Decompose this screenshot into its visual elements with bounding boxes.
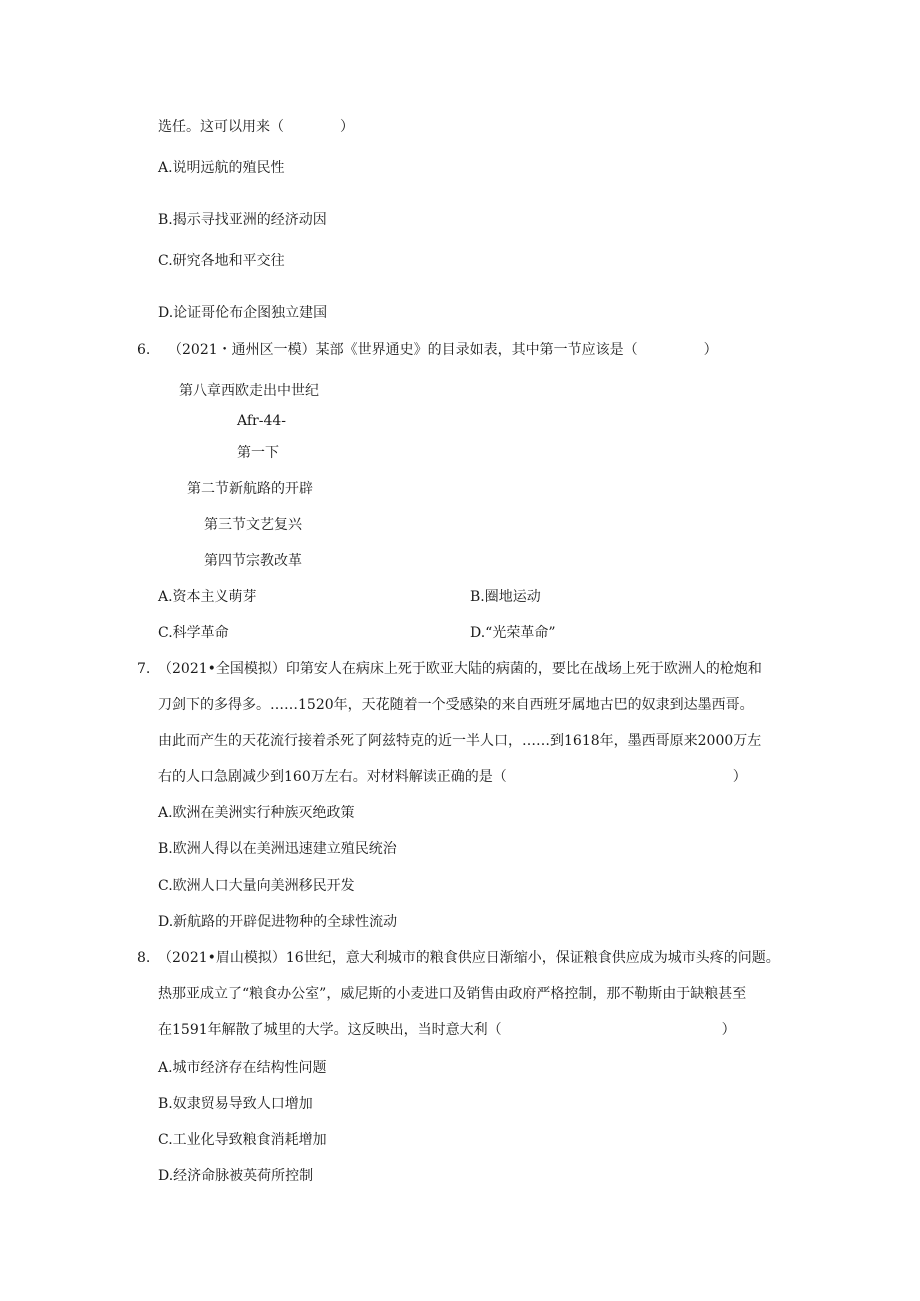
q6-stem-close: ） (703, 342, 718, 358)
q7-number: 7. (137, 661, 151, 677)
q6-option-a: A.资本主义萌芽 (158, 589, 257, 605)
q8-stem-close: ） (721, 1022, 736, 1038)
q7-stem-line-2: 刀剑下的多得多。……1520年，天花随着一个受感染的来自西班牙属地古巴的奴隶到达墨西哥。 (158, 697, 754, 713)
q8-stem-line-3-text: 在1591年解散了城里的大学。这反映出，当时意大利（ (158, 1022, 502, 1038)
q7-stem-line-4 (158, 767, 747, 787)
q5-stem-text: 选任。这可以用来（ (158, 119, 284, 135)
q6-toc-section-2: 第二节新航路的开辟 (187, 481, 313, 497)
q5-stem-close: ） (340, 119, 354, 135)
q6-toc-section-4: 第四节宗教改革 (204, 553, 302, 569)
q7-stem-close: ） (732, 769, 747, 785)
q6-toc-section-3: 第三节文艺复兴 (204, 517, 302, 533)
q5-option-c: C.研究各地和平交往 (158, 253, 285, 269)
q6-toc-chapter: 第八章西欧走出中世纪 (179, 383, 319, 399)
q5-stem (158, 117, 354, 137)
q6-stem (168, 340, 718, 360)
q7-option-c: C.欧洲人口大量向美洲移民开发 (158, 878, 355, 894)
q8-option-c: C.工业化导致粮食消耗增加 (158, 1132, 327, 1148)
q6-option-d: D.“光荣革命” (470, 625, 556, 641)
q7-option-b: B.欧洲人得以在美洲迅速建立殖民统治 (158, 841, 397, 857)
q7-option-d: D.新航路的开辟促进物种的全球性流动 (158, 914, 398, 930)
q5-option-d: D.论证哥伦布企图独立建国 (158, 305, 328, 321)
q6-stem-text: （2021・通州区一模）某部《世界通史》的目录如表，其中第一节应该是（ (168, 342, 638, 358)
q7-stem-line-3: 由此而产生的天花流行接着杀死了阿兹特克的近一半人口，……到1618年，墨西哥原来2000万左 (158, 733, 762, 749)
q8-number: 8. (137, 950, 151, 966)
q5-option-a: A.说明远航的殖民性 (158, 160, 285, 176)
q6-option-b: B.圈地运动 (470, 589, 541, 605)
q8-option-d: D.经济命脉被英荷所控制 (158, 1168, 314, 1184)
q6-toc-section-1: 第一下 (237, 445, 279, 461)
q6-toc-fragment: Afr-44- (237, 413, 287, 429)
q6-option-c: C.科学革命 (158, 625, 229, 641)
q7-stem-line-1: （2021•全国模拟）印第安人在病床上死于欧亚大陆的病菌的，要比在战场上死于欧洲人的枪炮和 (158, 661, 762, 677)
q7-stem-line-4-text: 右的人口急剧减少到160万左右。对材料解读正确的是（ (158, 769, 507, 785)
q8-stem-line-3 (158, 1020, 736, 1040)
q6-number: 6. (137, 342, 151, 358)
q7-option-a: A.欧洲在美洲实行种族灭绝政策 (158, 805, 355, 821)
q8-option-b: B.奴隶贸易导致人口增加 (158, 1096, 313, 1112)
q8-option-a: A.城市经济存在结构性问题 (158, 1060, 327, 1076)
q5-option-b: B.揭示寻找亚洲的经济动因 (158, 212, 327, 228)
q8-stem-line-1: （2021•眉山模拟）16世纪，意大利城市的粮食供应日渐缩小，保证粮食供应成为城市头疼的问题。 (158, 950, 780, 966)
q8-stem-line-2: 热那亚成立了“粮食办公室”，威尼斯的小麦进口及销售由政府严格控制，那不勒斯由于缺粮甚至 (158, 986, 747, 1002)
